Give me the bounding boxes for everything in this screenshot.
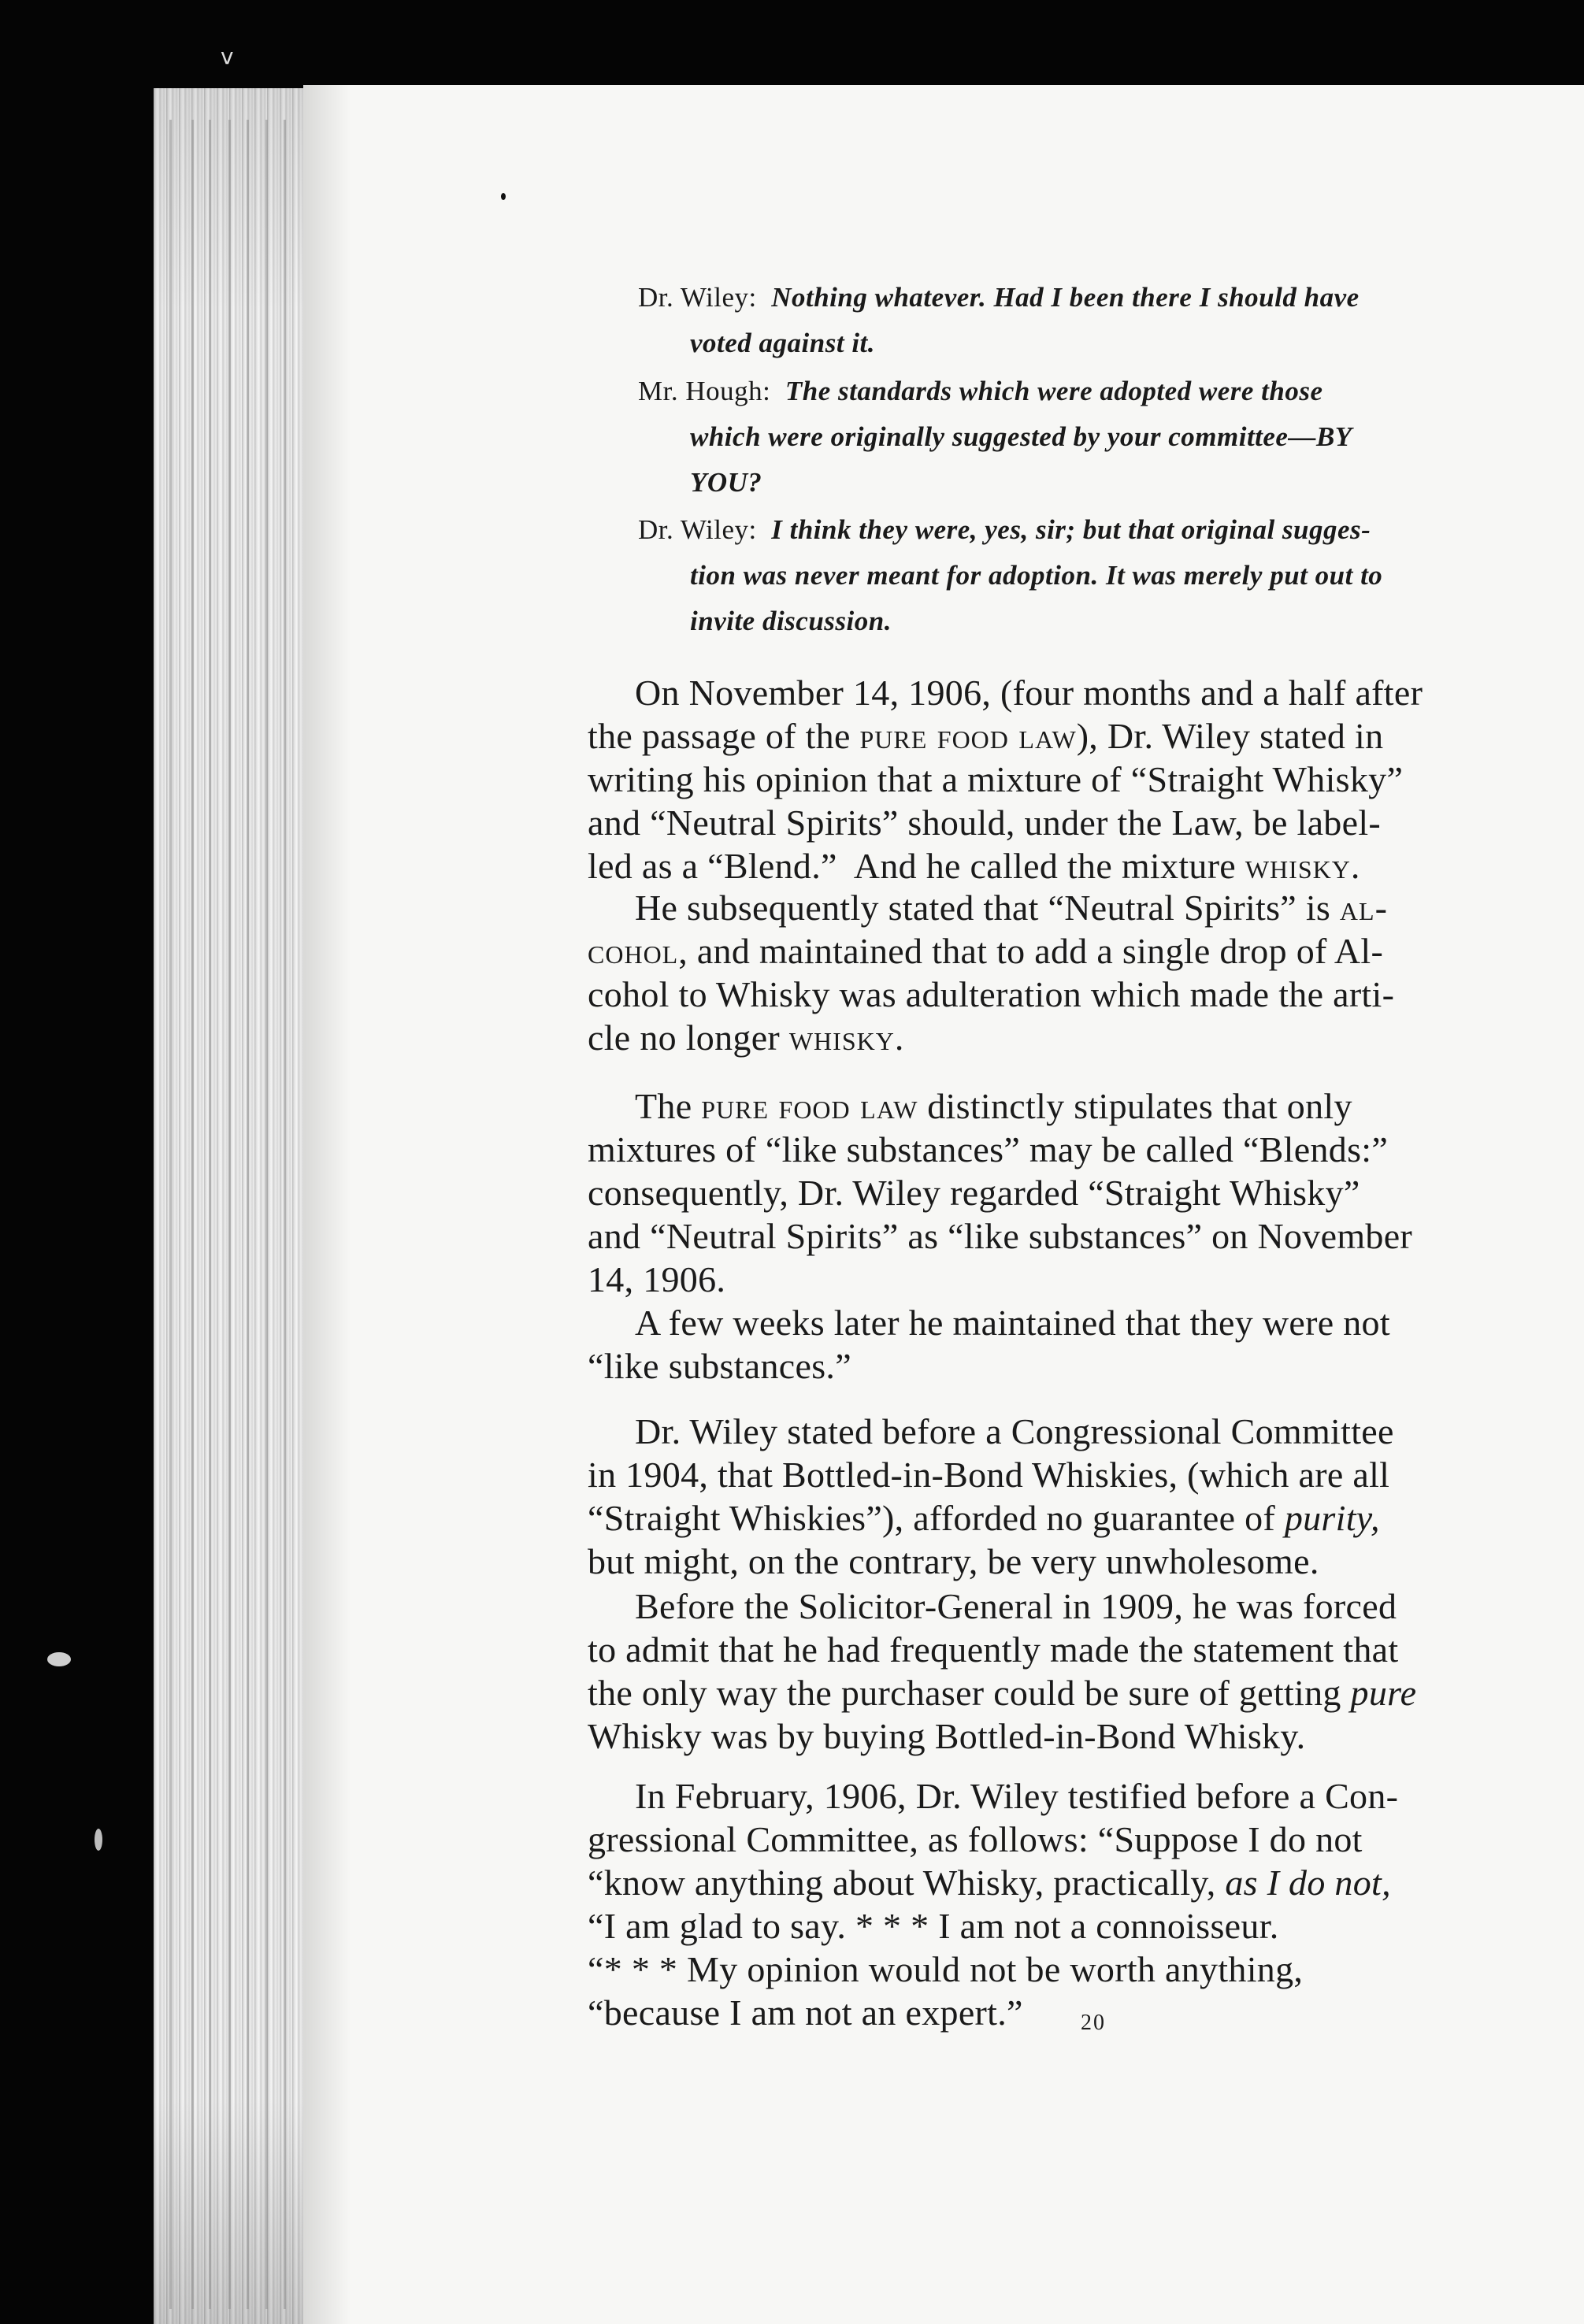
qa-line: voted against it.	[690, 328, 876, 358]
speaker-label: Dr. Wiley:	[638, 282, 757, 313]
qa-line: The standards which were adopted were those	[785, 376, 1323, 406]
paragraph-5	[588, 1410, 1584, 1583]
text-line: The pure food law distinctly stipulates that only	[635, 1086, 1352, 1126]
text-line: In February, 1906, Dr. Wiley testified before a Con-	[635, 1776, 1399, 1816]
text-line: Dr. Wiley stated before a Congressional Committee	[635, 1411, 1394, 1451]
paragraph-6	[588, 1585, 1584, 1758]
scan-mark-top: v	[221, 43, 234, 69]
qa-line: tion was never meant for adoption. It was merely put out to	[690, 560, 1383, 591]
qa-entry-3	[638, 507, 1584, 644]
qa-entry-1	[638, 275, 1584, 366]
paragraph-7	[588, 1774, 1584, 2034]
qa-line: invite discussion.	[690, 606, 892, 636]
paragraph-1	[588, 671, 1584, 888]
text-line: consequently, Dr. Wiley regarded “Straight Whisky”	[588, 1173, 1360, 1213]
text-line: He subsequently stated that “Neutral Spirits” is al-	[635, 888, 1388, 928]
page-edges	[154, 88, 323, 2324]
text-line: and “Neutral Spirits” should, under the Law, be label-	[588, 802, 1382, 843]
qa-line: which were originally suggested by your committee—BY	[690, 421, 1352, 452]
text-line: the only way the purchaser could be sure of getting pure	[588, 1673, 1417, 1713]
text-line: led as a “Blend.” And he called the mixture whisky.	[588, 846, 1361, 886]
text-line: in 1904, that Bottled-in-Bond Whiskies, (which are all	[588, 1455, 1390, 1495]
text-line: but might, on the contrary, be very unwholesome.	[588, 1541, 1319, 1581]
paragraph-3	[588, 1084, 1584, 1301]
qa-line: YOU?	[690, 467, 762, 498]
text-line: 14, 1906.	[588, 1259, 726, 1299]
scan-blot	[47, 1652, 71, 1666]
scan-blot	[95, 1829, 102, 1851]
text-line: writing his opinion that a mixture of “Straight Whisky”	[588, 759, 1404, 799]
text-line: “know anything about Whisky, practically, as I do not,	[588, 1863, 1391, 1903]
text-line: to admit that he had frequently made the statement that	[588, 1629, 1399, 1670]
text-line: “Straight Whiskies”), afforded no guarantee of purity,	[588, 1498, 1380, 1538]
text-line: Before the Solicitor-General in 1909, he was forced	[635, 1586, 1397, 1626]
text-line: cle no longer whisky.	[588, 1017, 905, 1058]
speaker-label: Dr. Wiley:	[638, 514, 757, 545]
text-line: “* * * My opinion would not be worth anything,	[588, 1949, 1304, 1989]
text-line: “I am glad to say. * * * I am not a connoisseur.	[588, 1906, 1279, 1946]
paragraph-4	[588, 1301, 1584, 1388]
ink-speck	[501, 193, 506, 200]
text-line: “because I am not an expert.”	[588, 1992, 1023, 2033]
text-line: and “Neutral Spirits” as “like substances” on November	[588, 1216, 1413, 1256]
text-line: the passage of the pure food law), Dr. Wiley stated in	[588, 716, 1384, 756]
qa-line: I think they were, yes, sir; but that original sugges-	[771, 514, 1371, 545]
page-number: 20	[1081, 2011, 1106, 2035]
text-line: cohol to Whisky was adulteration which made the arti-	[588, 974, 1395, 1014]
paragraph-2	[588, 886, 1584, 1059]
text-line: Whisky was by buying Bottled-in-Bond Whisky.	[588, 1716, 1306, 1756]
text-line: “like substances.”	[588, 1346, 851, 1386]
qa-entry-2	[638, 369, 1584, 506]
text-line: gressional Committee, as follows: “Suppose I do not	[588, 1819, 1363, 1859]
text-line: cohol, and maintained that to add a single drop of Al-	[588, 931, 1384, 971]
speaker-label: Mr. Hough:	[638, 376, 771, 406]
text-line: A few weeks later he maintained that they were not	[635, 1303, 1390, 1343]
text-line: mixtures of “like substances” may be called “Blends:”	[588, 1129, 1389, 1169]
qa-line: Nothing whatever. Had I been there I should have	[771, 282, 1360, 313]
text-line: On November 14, 1906, (four months and a half after	[635, 673, 1423, 713]
